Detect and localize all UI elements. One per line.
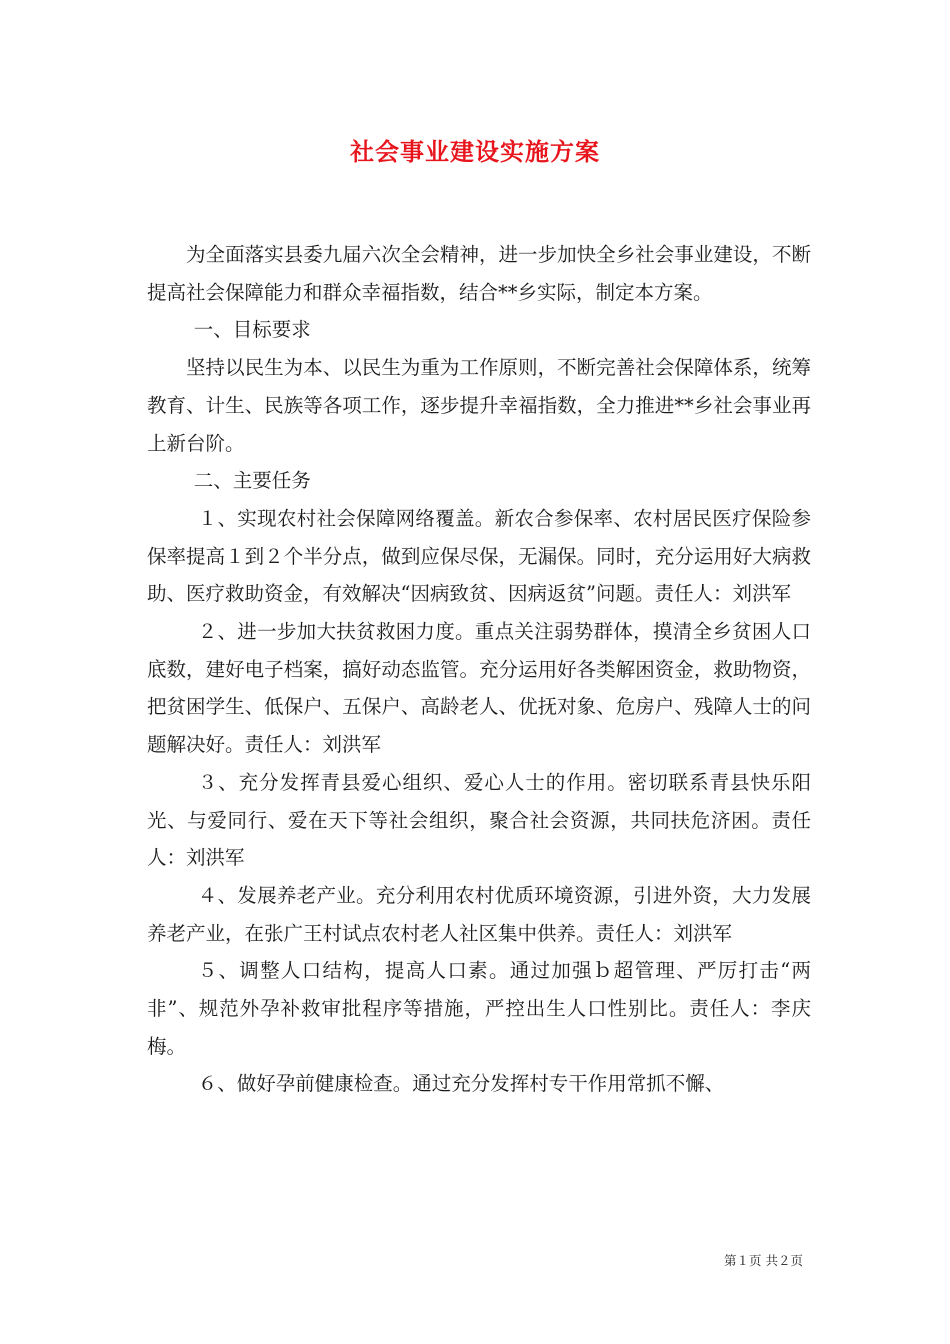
- section-heading-tasks: 二、主要任务: [193, 469, 311, 493]
- goals-paragraph: 坚持以民生为本、以民生为重为工作原则，不断完善社会保障体系，统筹教育、计生、民族等各项工作，逐步提升幸福指数，全力推进**乡社会事业再上新台阶。: [147, 356, 811, 455]
- document-title: 社会事业建设实施方案: [350, 137, 600, 166]
- task-item-1: １、实现农村社会保障网络覆盖。新农合参保率、农村居民医疗保险参保率提高１到２个半分点，做到应保尽保，无漏保。同时，充分运用好大病救助、医疗救助资金，有效解决“因病致贫、因病返贫”问题。责任人：刘洪军: [147, 506, 811, 606]
- task-item-4: ４、发展养老产业。充分利用农村优质环境资源，引进外资，大力发展养老产业，在张广王村试点农村老人社区集中供养。责任人：刘洪军: [147, 883, 811, 945]
- task-item-2: ２、进一步加大扶贫救困力度。重点关注弱势群体，摸清全乡贫困人口底数，建好电子档案，搞好动态监管。充分运用好各类解困资金，救助物资，把贫困学生、低保户、五保户、高龄老人、优抚对象、危房户、残障人士的问题解决好。责任人：刘洪军: [147, 620, 811, 757]
- intro-paragraph: 为全面落实县委九届六次全会精神，进一步加快全乡社会事业建设，不断提高社会保障能力和群众幸福指数，结合**乡实际，制定本方案。: [147, 243, 811, 304]
- task-item-3: ３、充分发挥青县爱心组织、爱心人士的作用。密切联系青县快乐阳光、与爱同行、爱在天下等社会组织，聚合社会资源，共同扶危济困。责任人：刘洪军: [147, 770, 811, 870]
- task-item-6: ６、做好孕前健康检查。通过充分发挥村专干作用常抓不懈、: [197, 1072, 725, 1096]
- page-number-footer: 第１页 共２页: [724, 1253, 803, 1268]
- section-heading-goals: 一、目标要求: [193, 318, 311, 342]
- task-item-5: ５、调整人口结构，提高人口素。通过加强ｂ超管理、严厉打击“两非”、规范外孕补救审批程序等措施，严控出生人口性别比。责任人：李庆梅。: [147, 959, 811, 1058]
- document-body: [147, 236, 811, 1103]
